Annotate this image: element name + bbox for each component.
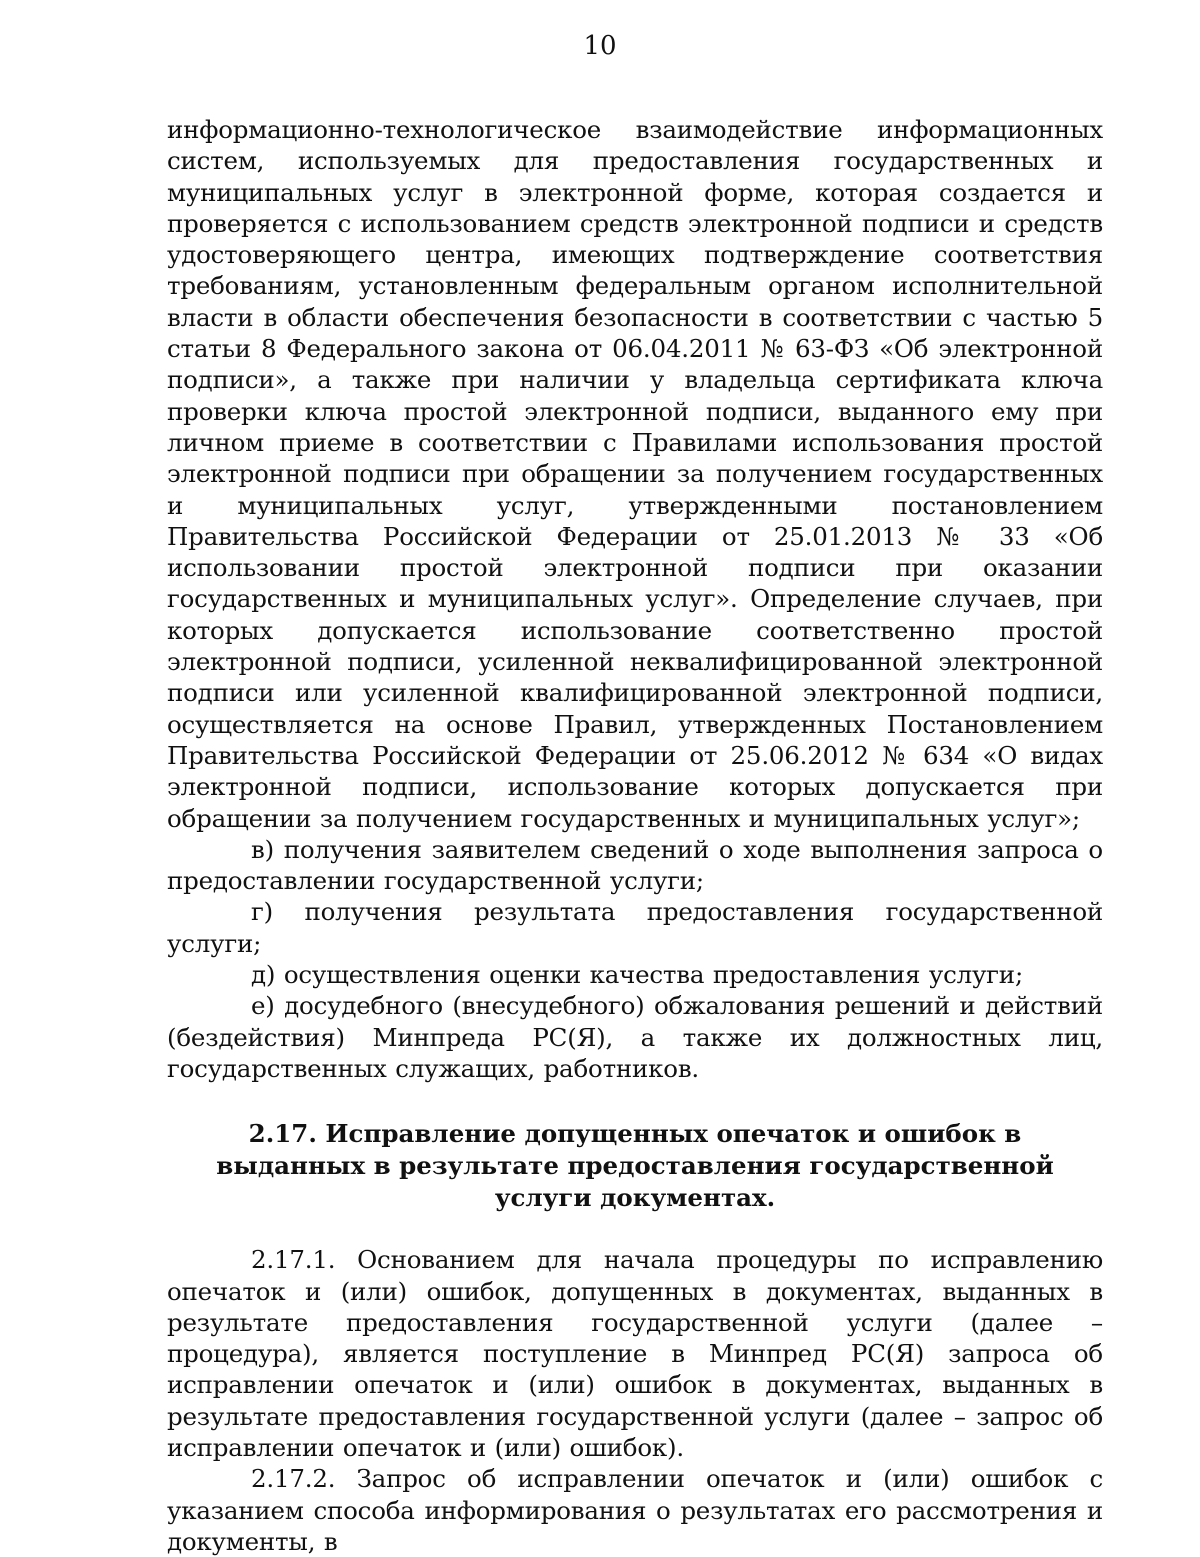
document-body bbox=[167, 114, 1103, 1557]
list-item-v: в) получения заявителем сведений о ходе выполнения запроса о предоставлении государственной услуги; bbox=[167, 834, 1103, 896]
clause-2-17-1: 2.17.1. Основанием для начала процедуры по исправлению опечаток и (или) ошибок, допущенных в документах, выданных в результате предоставления государственной услуги (далее – процедура), является поступление в Минпред РС(Я) запроса об исправлении опечаток и (или) ошибок в документах, выданных в результате предоставления государственной услуги (далее – запрос об исправлении опечаток и (или) ошибок). bbox=[167, 1245, 1103, 1462]
list-item-g: г) получения результата предоставления государственной услуги; bbox=[167, 897, 1103, 958]
section-gap bbox=[167, 1214, 1103, 1244]
clause-2-17-2: 2.17.2. Запрос об исправлении опечаток и (или) ошибок с указанием способа информирования о результатах его рассмотрения и документы, в bbox=[167, 1464, 1103, 1556]
paragraph-continuation: информационно-технологическое взаимодействие информационных систем, используемых для предоставления государственных и муниципальных услуг в электронной форме, которая создается и проверяется с использованием средств электронной подписи и средств удостоверяющего центра, имеющих подтверждение соответствия требованиям, установленным федеральным органом исполнительной власти в области обеспечения безопасности в соответствии с частью 5 статьи 8 Федерального закона от 06.04.2011 № 63-ФЗ «Об электронной подписи», а также при наличии у владельца сертификата ключа проверки ключа простой электронной подписи, выданного ему при личном приеме в соответствии с Правилами использования простой электронной подписи при обращении за получением государственных и муниципальных услуг, утвержденными постановлением Правительства Российской Федерации от 25.01.2013 № 33 «Об использовании простой электронной подписи при оказании государственных и муниципальных услуг». Определение случаев, при которых допускается использование соответственно простой электронной подписи, усиленной неквалифицированной электронной подписи или усиленной квалифицированной электронной подписи, осуществляется на основе Правил, утвержденных Постановлением Правительства Российской Федерации от 25.06.2012 № 634 «О видах электронной подписи, использование которых допускается при обращении за получением государственных и муниципальных услуг»; bbox=[167, 115, 1103, 833]
list-item-d: д) осуществления оценки качества предоставления услуги; bbox=[251, 960, 1023, 990]
section-heading: 2.17. Исправление допущенных опечаток и ошибок в выданных в результате предоставления государственной услуги документах. bbox=[216, 1119, 1054, 1213]
list-item-e: е) досудебного (внесудебного) обжалования решений и действий (бездействия) Минпреда РС(Я), а также их должностных лиц, государственных служащих, работников. bbox=[167, 991, 1103, 1083]
page-number: 10 bbox=[583, 31, 617, 61]
